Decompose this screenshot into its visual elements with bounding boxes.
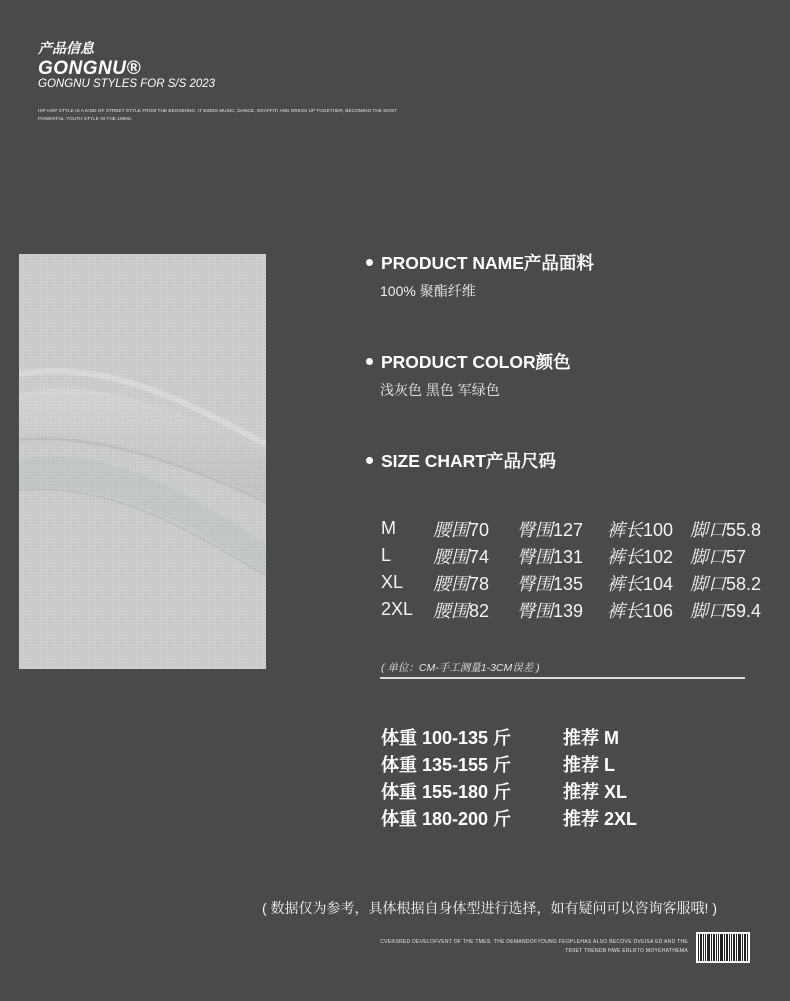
waist-cell: 腰围70	[433, 519, 490, 540]
foot-cell: 脚口57	[690, 546, 747, 567]
reference-footnote: ( 数据仅为参考，具体根据自身体型进行选择，如有疑问可以咨询客服哦! )	[262, 900, 717, 916]
hip-cell: 臀围139	[517, 600, 584, 621]
product-color-section	[366, 349, 571, 400]
waist-cell: 腰围74	[433, 546, 490, 567]
smallprint-line: TR3ET TRENDB HWE ERLRTO MOYEHATHEMA	[565, 948, 688, 954]
hip-cell: 臀围131	[517, 546, 584, 567]
header-cn-title: 产品信息	[38, 40, 94, 56]
recommended-size: 推荐 2XL	[563, 808, 638, 829]
bullet-icon	[366, 358, 373, 365]
size-label: XL	[381, 572, 404, 592]
size-label: L	[381, 545, 392, 565]
length-cell: 裤长104	[607, 573, 674, 594]
bullet-icon	[366, 259, 373, 266]
hip-cell: 臀围135	[517, 573, 584, 594]
fabric-photo	[19, 254, 266, 669]
weight-range: 体重 155-180 斤	[381, 781, 512, 802]
product-color-title: PRODUCT COLOR颜色	[366, 349, 571, 374]
brand-tagline: HIP HOP STYLE IS A KIND OF STREET STYLE FROM THE BEGINNING. IT BINDS MUSIC, DANCE, GRAFFITI AND DRESS UP TOGETHER, BECOMING THE MOST POWERFUL YOUTH STYLE IN THE 1990S.	[38, 108, 397, 121]
size-row	[381, 596, 770, 623]
divider	[380, 677, 745, 679]
bullet-icon	[366, 457, 373, 464]
recommended-size: 推荐 XL	[563, 781, 628, 802]
recommendation-row	[381, 804, 637, 831]
foot-cell: 脚口59.4	[690, 600, 762, 621]
weight-range: 体重 135-155 斤	[381, 754, 512, 775]
hip-cell: 臀围127	[517, 519, 584, 540]
product-color-value: 浅灰色 黑色 军绿色	[380, 382, 500, 398]
measurement-note: ( 单位：CM-手工测量1-3CM误差 )	[381, 662, 540, 674]
recommendation-list	[381, 723, 637, 831]
barcode-icon	[696, 932, 750, 963]
waist-cell: 腰围82	[433, 600, 490, 621]
recommended-size: 推荐 L	[563, 754, 615, 775]
foot-cell: 脚口55.8	[690, 519, 762, 540]
size-row	[381, 542, 770, 569]
foot-cell: 脚口58.2	[690, 573, 762, 594]
size-chart-section	[366, 448, 556, 473]
brand-subtitle: GONGNU STYLES FOR S/S 2023	[38, 78, 216, 90]
weight-range: 体重 100-135 斤	[381, 727, 512, 748]
recommended-size: 推荐 M	[563, 727, 619, 748]
recommendation-row	[381, 777, 637, 804]
product-name-value: 100% 聚酯纤维	[380, 283, 476, 299]
length-cell: 裤长100	[607, 519, 674, 540]
product-name-title: PRODUCT NAME产品面料	[366, 250, 594, 275]
size-label: M	[381, 518, 396, 538]
smallprint	[300, 938, 688, 956]
recommendation-row	[381, 723, 637, 750]
waist-cell: 腰围78	[433, 573, 490, 594]
size-table	[381, 515, 770, 623]
size-row	[381, 515, 770, 542]
brand-logo: GONGNU®	[38, 58, 141, 79]
recommendation-row	[381, 750, 637, 777]
size-row	[381, 569, 770, 596]
length-cell: 裤长102	[607, 546, 674, 567]
length-cell: 裤长106	[607, 600, 674, 621]
size-label: 2XL	[381, 599, 414, 619]
size-chart-title: SIZE CHART产品尺码	[366, 448, 556, 473]
weight-range: 体重 180-200 斤	[381, 808, 512, 829]
smallprint-line: CVERSRED DEVELOFVENT OF THE TMES. THE DEMANDOFYOUNG FEOPLEHAS ALSO BECOVE DVEISA ED AND THE	[380, 939, 688, 945]
product-name-section	[366, 250, 594, 301]
